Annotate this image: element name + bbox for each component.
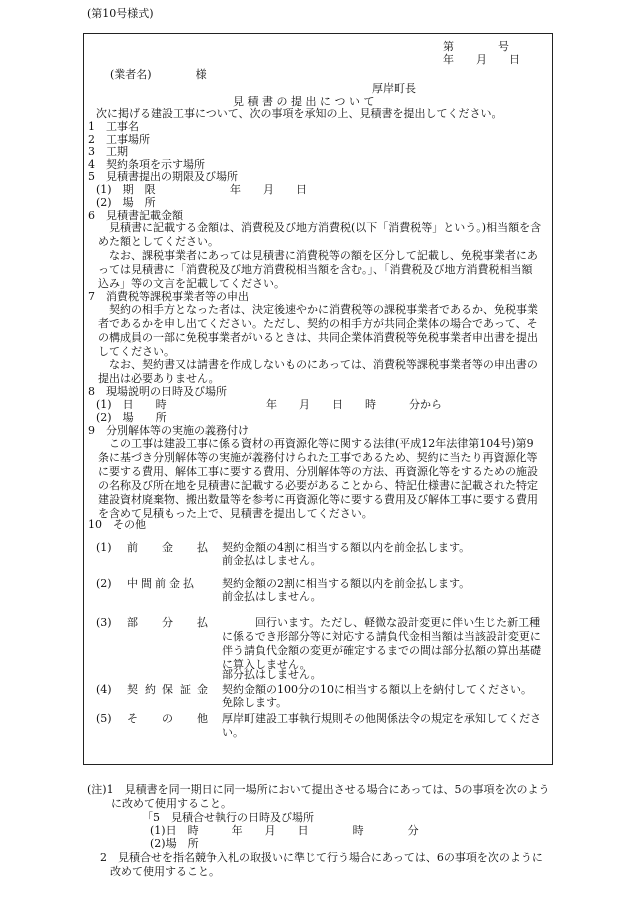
other-4-label-e: 金 [197,683,208,696]
other-2-number: (2) [96,577,112,590]
form-number: (第10号様式) [87,7,154,20]
note-1-text: (注)1 見積書を同一期日に同一場所において提出させる場合にあっては、5の事項を次のように改めて使用すること。 [87,783,550,810]
item-8-site-briefing: 8 現場説明の日時及び場所 [88,385,227,398]
item-7-para-1: 契約の相手方となった者は、決定後速やかに消費税等の課税事業者であるか、免税事業者であるかを申し出てください。ただし、契約の相手方が共同企業体の場合であって、その構成員の一部に免税事業者がいるときは、共同企業体消費税等免税事業者申出書を提出してください。 [98,303,538,358]
other-3-text: 回行います。ただし、軽微な設計変更に伴い生じた新工種に係るでき形部分等に対応する請負代金相当額は当該設計変更に伴う請負代金額の変更が確定するまでの間は部分払額の算出基礎に算入しません。 [222,616,541,671]
item-9-para: この工事は建設工事に係る資材の再資源化等に関する法律(平成12年法律第104号)第9条に基づき分別解体等の実施が義務付けられた工事であるため、契約に当たり再資源化等に要する費用、解体工事に要する費用、分別解体等の方法、再資源化等をするための施設の名称及び所在地を見積書に記載する必要があることから、特記仕様書に記載された特定建設資材廃棄物、搬出数量等を参考に再資源化等に要する費用及び解体工事に要する費用を含めて見積もった上で、見積書を提出してください。 [98,437,538,520]
item-5-deadline: 5 見積書提出の期限及び場所 [88,170,238,183]
note-2-text: 2 見積合せを指名競争入札の取扱いに準じて行う場合にあっては、6の事項を次のように改めて使用すること。 [100,851,543,878]
other-4-text: 契約金額の100分の10に相当する額以上を納付してください。 [222,683,532,696]
other-2-label-e: 払 [183,577,194,590]
other-2-label-d: 金 [169,577,180,590]
document-date: 年 月 日 [443,53,520,66]
item-8-1-date: 年 月 日 時 分から [266,398,442,411]
other-2-label-c: 前 [155,577,166,590]
item-1-project-name: 1 工事名 [88,120,139,133]
addressee: (業者名) 様 [110,68,207,81]
other-4-label-b: 約 [145,683,156,696]
item-4-contract-terms: 4 契約条項を示す場所 [88,158,205,171]
item-5-2-place: (2) 場 所 [96,196,156,209]
other-5-label-b: の [162,712,173,725]
item-5-1-label: (1) 期 限 [96,183,156,196]
other-3-text-alt: 部分払はしません。 [222,668,322,681]
other-5-label-a: そ [127,712,138,725]
other-3-label-a: 部 [127,616,138,629]
other-5-label-c: 他 [197,712,208,725]
issuer: 厚岸町長 [372,82,416,95]
item-6-para-1: 見積書に記載する金額は、消費税及び地方消費税(以下「消費税等」という。)相当額を含めた額としてください。 [98,221,542,248]
other-1-label-c: 払 [197,541,208,554]
other-4-label-a: 契 [127,683,138,696]
note-1-replacement-place: (2)場 所 [150,837,199,850]
document-number: 第 号 [443,40,509,53]
other-1-label-b: 金 [162,541,173,554]
item-3-period: 3 工期 [88,145,128,158]
other-1-text-alt: 前金払はしません。 [222,554,322,567]
item-7-para-2: なお、契約書又は請書を作成しないものにあっては、消費税等課税事業者等の申出書の提出は必要ありません。 [98,358,538,385]
item-10-other: 10 その他 [88,518,146,531]
other-4-number: (4) [96,683,112,696]
other-4-label-d: 証 [180,683,191,696]
item-8-1-label: (1) 日 時 [96,398,167,411]
other-3-number: (3) [96,616,112,629]
other-3-label-b: 分 [162,616,173,629]
other-2-text-alt: 前金払はしません。 [222,590,322,603]
item-2-site: 2 工事場所 [88,133,150,146]
item-7-tax-status: 7 消費税等課税事業者等の申出 [88,290,249,303]
document-title: 見 積 書 の 提 出 に つ い て [233,95,375,108]
note-1-replacement-heading: 「5 見積合せ執行の日時及び場所 [142,811,314,824]
item-8-2-place: (2) 場 所 [96,411,167,424]
other-4-text-alt: 免除します。 [222,696,288,709]
other-1-text: 契約金額の4割に相当する額以内を前金払します。 [222,541,471,554]
item-9-demolition: 9 分別解体等の実施の義務付け [88,424,249,437]
other-5-number: (5) [96,712,112,725]
note-2 [100,851,552,879]
item-6-para-2: なお、課税事業者にあっては見積書に消費税等の額を区分して記載し、免税事業者にあっては見積書に「消費税及び地方消費税相当額を含む。」、「消費税及び地方消費税相当額込み」等の文言を記載してください。 [98,249,538,290]
item-5-1-date: 年 月 日 [230,183,307,196]
other-2-text: 契約金額の2割に相当する額以内を前金払します。 [222,577,471,590]
other-4-label-c: 保 [162,683,173,696]
other-3-label-c: 払 [197,616,208,629]
intro-text: 次に掲げる建設工事について、次の事項を承知の上、見積書を提出してください。 [96,107,503,120]
note-1-replacement-datetime: (1)日 時 年 月 日 時 分 [150,824,419,837]
note-1 [87,783,552,811]
item-6-amount: 6 見積書記載金額 [88,209,183,222]
other-2-label-b: 間 [141,577,152,590]
other-5-text: 厚岸町建設工事執行規則その他関係法令の規定を承知してください。 [222,712,541,739]
other-2-label-a: 中 [127,577,138,590]
other-1-number: (1) [96,541,112,554]
other-1-label-a: 前 [127,541,138,554]
